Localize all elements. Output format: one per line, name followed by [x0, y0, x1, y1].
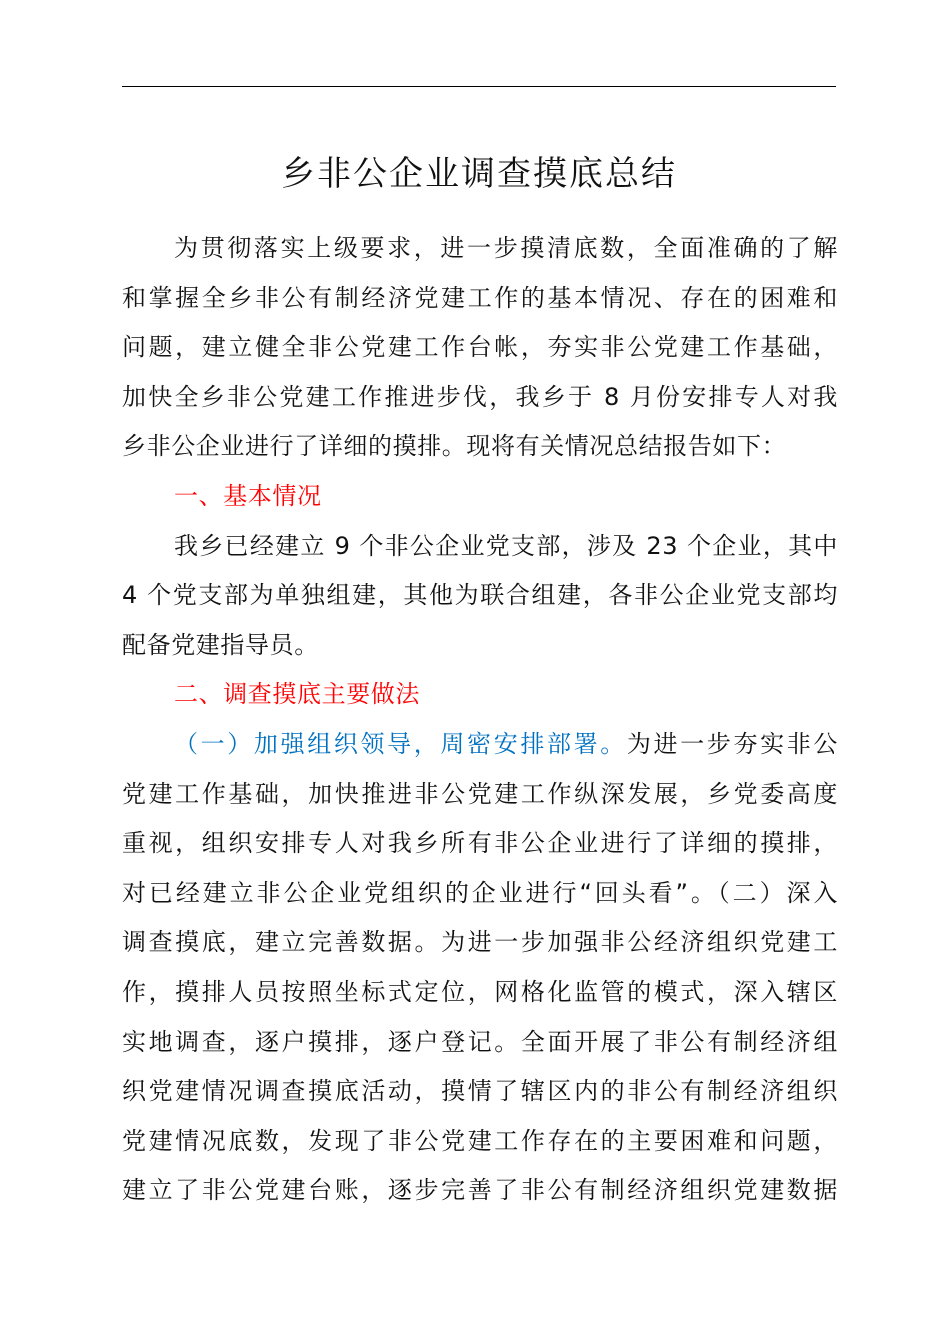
section2-line: 织党建情况调查摸底活动，摸情了辖区内的非公有制经济组织 — [122, 1077, 838, 1106]
sub-heading-1: （一）加强组织领导，周密安排部署。 — [174, 729, 627, 758]
section2-line: 党建情况底数，发现了非公党建工作存在的主要困难和问题， — [122, 1126, 838, 1155]
section-heading-basic: 一、基本情况 — [174, 481, 322, 510]
section2-line: 作，摸排人员按照坐标式定位，网格化监管的模式，深入辖区 — [122, 977, 838, 1006]
section-heading-methods: 二、调查摸底主要做法 — [174, 680, 420, 709]
section1-line: 配备党建指导员。 — [122, 630, 319, 659]
section1-line: 我乡已经建立 9 个非公企业党支部，涉及 23 个企业，其中 — [174, 531, 838, 560]
intro-line: 为贯彻落实上级要求，进一步摸清底数，全面准确的了解 — [174, 234, 838, 262]
section2-line: 调查摸底，建立完善数据。为进一步加强非公经济组织党建工 — [122, 928, 838, 957]
sub1-text: 为进一步夯实非公 — [626, 729, 838, 758]
section2-line: 党建工作基础，加快推进非公党建工作纵深发展，乡党委高度 — [122, 779, 838, 808]
intro-line: 乡非公企业进行了详细的摸排。现将有关情况总结报告如下： — [122, 432, 787, 461]
document-title: 乡非公企业调查摸底总结 — [281, 154, 677, 194]
intro-line: 问题，建立健全非公党建工作台帐，夯实非公党建工作基础， — [122, 333, 838, 362]
section2-line: 实地调查，逐户摸排，逐户登记。全面开展了非公有制经济组 — [122, 1027, 838, 1056]
header-rule — [122, 86, 836, 87]
section1-line: 4 个党支部为单独组建，其他为联合组建，各非公企业党支部均 — [122, 581, 838, 610]
section2-line: 对已经建立非公企业党组织的企业进行“回头看”。（二）深入 — [122, 878, 838, 907]
intro-line: 加快全乡非公党建工作推进步伐，我乡于 8 月份安排专人对我 — [122, 382, 838, 411]
intro-line: 和掌握全乡非公有制经济党建工作的基本情况、存在的困难和 — [122, 283, 838, 312]
document-body — [122, 224, 838, 1216]
sub1-line — [122, 720, 838, 770]
section2-line: 重视，组织安排专人对我乡所有非公企业进行了详细的摸排， — [122, 829, 838, 858]
section2-line: 建立了非公党建台账，逐步完善了非公有制经济组织党建数据 — [122, 1176, 838, 1205]
